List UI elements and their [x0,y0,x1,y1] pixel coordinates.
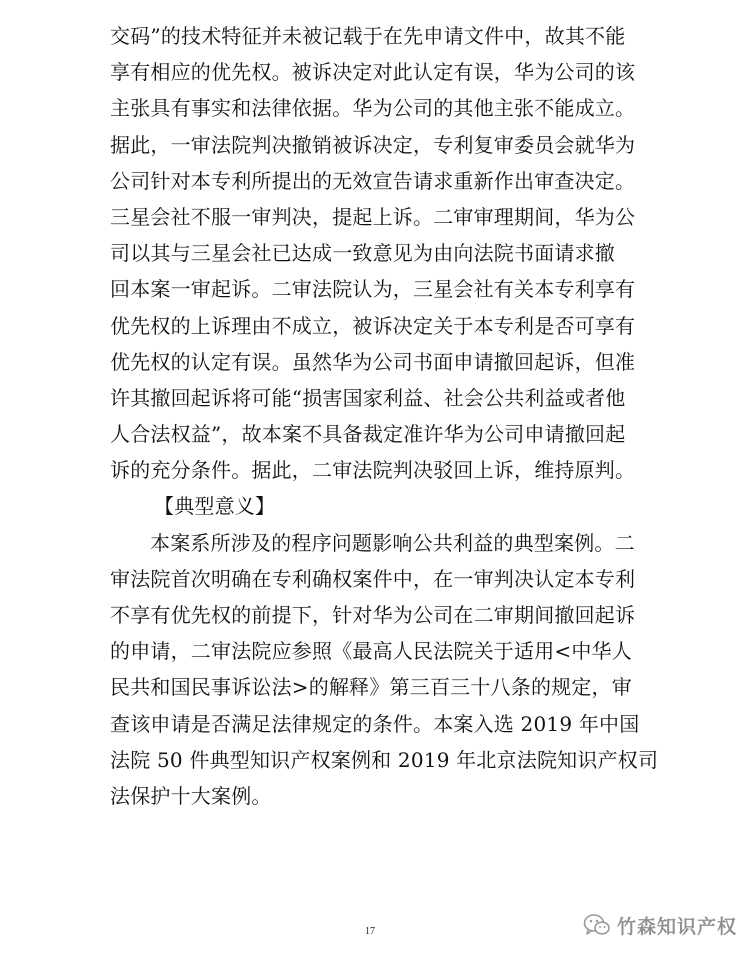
significance-line: 的申请，二审法院应参照《最高人民法院关于适用<中华人 [110,639,632,664]
text-line: 诉的充分条件。据此，二审法院判决驳回上诉，维持原判。 [110,458,636,483]
text-line: 享有相应的优先权。被诉决定对此认定有误，华为公司的该 [110,60,636,85]
text-line: 许其撤回起诉将可能“损害国家利益、社会公共利益或者他 [110,385,626,410]
text-line: 据此，一审法院判决撤销被诉决定，专利复审委员会就华为 [110,132,636,157]
page-number: 17 [365,926,375,937]
text-line: 人合法权益”，故本案不具备裁定准许华为公司申请撤回起 [110,422,626,447]
significance-line: 本案系所涉及的程序问题影响公共利益的典型案例。二 [150,530,635,555]
text-line: 公司针对本专利所提出的无效宣告请求重新作出审查决定。 [110,168,636,193]
significance-line: 查该申请是否满足法律规定的条件。本案入选 2019 年中国 [110,711,640,736]
watermark [583,910,737,940]
significance-line: 法院 50 件典型知识产权案例和 2019 年北京法院知识产权司 [110,747,659,772]
text-line: 三星会社不服一审判决，提起上诉。二审审理期间，华为公 [110,204,636,229]
significance-line: 民共和国民事诉讼法>的解释》第三百三十八条的规定，审 [110,675,632,700]
text-line: 主张具有事实和法律依据。华为公司的其他主张不能成立。 [110,96,636,121]
significance-line: 不享有优先权的前提下，针对华为公司在二审期间撤回起诉 [110,603,636,627]
text-line: 交码”的技术特征并未被记载于在先申请文件中，故其不能 [110,24,626,48]
watermark-text: 竹森知识产权 [617,915,738,938]
section-heading: 【典型意义】 [154,494,276,519]
text-line: 优先权的上诉理由不成立，被诉决定关于本专利是否可享有 [110,313,636,338]
wechat-icon [583,913,611,937]
significance-line: 审法院首次明确在专利确权案件中，在一审判决认定本专利 [110,566,636,591]
text-line: 回本案一审起诉。二审法院认为，三星会社有关本专利享有 [110,277,636,302]
text-line: 司以其与三星会社已达成一致意见为由向法院书面请求撤 [110,241,615,266]
body-text [110,18,670,814]
text-line: 优先权的认定有误。虽然华为公司书面申请撤回起诉，但准 [110,349,636,374]
significance-line: 法保护十大案例。 [110,783,272,808]
